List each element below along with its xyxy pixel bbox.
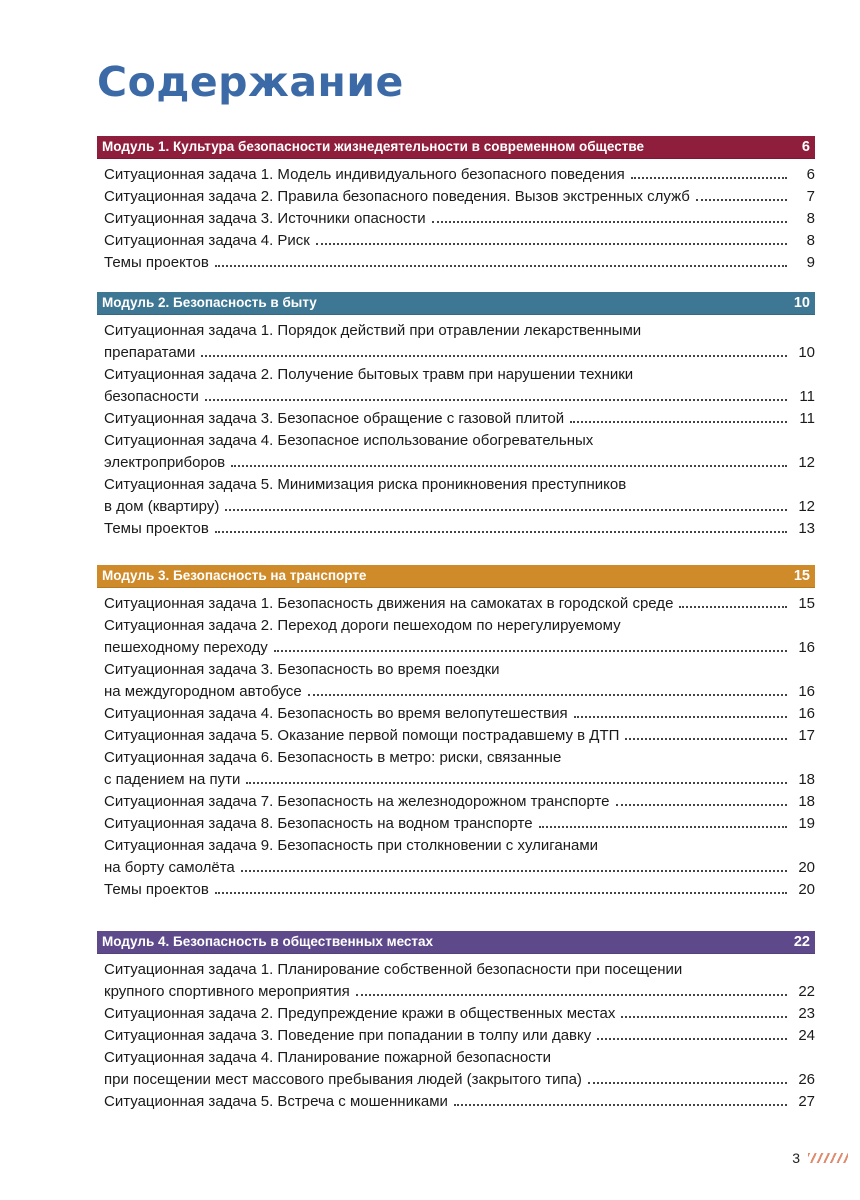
toc-entry-title-line: Ситуационная задача 2. Получение бытовых травм при нарушении техники xyxy=(104,366,634,383)
toc-entry-page: 8 xyxy=(806,210,815,227)
toc-entry-page: 6 xyxy=(806,166,815,183)
toc-entry-page: 11 xyxy=(799,388,815,405)
toc-entry-title: Ситуационная задача 3. Поведение при попадании в толпу или давку xyxy=(104,1027,592,1044)
toc-entry[interactable] xyxy=(97,320,815,364)
toc-entry[interactable] xyxy=(97,474,815,518)
toc-entry-title: безопасности xyxy=(104,388,199,405)
toc-entry-page: 18 xyxy=(798,771,815,788)
module-1-title: Модуль 1. Культура безопасности жизнедеятельности в современном обществе xyxy=(102,139,645,154)
dot-leader xyxy=(621,1016,787,1018)
toc-entry-title: Темы проектов xyxy=(104,254,209,271)
toc-entry-page: 27 xyxy=(798,1093,815,1110)
toc-entry-title: Ситуационная задача 2. Правила безопасного поведения. Вызов экстренных служб xyxy=(104,188,690,205)
toc-entry-title-line: Ситуационная задача 5. Минимизация риска проникновения преступников xyxy=(104,476,627,493)
toc-entry[interactable] xyxy=(97,186,815,208)
dot-leader xyxy=(316,243,787,245)
toc-entry-title: Ситуационная задача 1. Безопасность движения на самокатах в городской среде xyxy=(104,595,674,612)
toc-entry[interactable] xyxy=(97,659,815,703)
dot-leader xyxy=(679,606,787,608)
module-4-page: 22 xyxy=(793,934,810,950)
toc-entry-title: Ситуационная задача 4. Безопасность во время велопутешествия xyxy=(104,705,568,722)
dot-leader xyxy=(215,531,787,533)
toc-entry-title: на борту самолёта xyxy=(104,859,235,876)
toc-entry-title: Темы проектов xyxy=(104,881,209,898)
module-4-entries xyxy=(97,954,815,1113)
toc-entry[interactable] xyxy=(97,430,815,474)
page-footer xyxy=(792,1150,848,1166)
module-2-entries xyxy=(97,315,815,540)
toc-entry-page: 16 xyxy=(798,683,815,700)
dot-leader xyxy=(454,1104,787,1106)
toc-entry[interactable] xyxy=(97,1003,815,1025)
toc-entry-title-line: Ситуационная задача 2. Переход дороги пешеходом по нерегулируемому xyxy=(104,617,621,634)
toc-entry[interactable] xyxy=(97,408,815,430)
toc-entry-page: 20 xyxy=(798,881,815,898)
toc-entry[interactable] xyxy=(97,164,815,186)
toc-entry-page: 9 xyxy=(806,254,815,271)
module-2 xyxy=(97,292,815,540)
dot-leader xyxy=(225,509,787,511)
toc-entry-page: 26 xyxy=(798,1071,815,1088)
dot-leader xyxy=(241,870,787,872)
toc-entry-title-line: Ситуационная задача 4. Безопасное использование обогревательных xyxy=(104,432,594,449)
module-3-title: Модуль 3. Безопасность на транспорте xyxy=(102,568,367,583)
toc-entry-page: 10 xyxy=(798,344,815,361)
module-1-page: 6 xyxy=(801,139,810,155)
toc-entry[interactable] xyxy=(97,252,815,274)
toc-entry-title: Ситуационная задача 3. Безопасное обращение с газовой плитой xyxy=(104,410,565,427)
toc-entry-page: 20 xyxy=(798,859,815,876)
toc-entry-title-line: Ситуационная задача 4. Планирование пожарной безопасности xyxy=(104,1049,551,1066)
toc-entry-title: Ситуационная задача 8. Безопасность на водном транспорте xyxy=(104,815,533,832)
module-1-entries xyxy=(97,159,815,274)
dot-leader xyxy=(616,804,788,806)
module-2-page: 10 xyxy=(793,295,810,311)
dot-leader xyxy=(215,892,787,894)
toc-entry-page: 22 xyxy=(798,983,815,1000)
toc-entry-title: крупного спортивного мероприятия xyxy=(104,983,350,1000)
dot-leader xyxy=(356,994,787,996)
toc-entry[interactable] xyxy=(97,813,815,835)
dot-leader xyxy=(539,826,787,828)
toc-entry-title-line: Ситуационная задача 1. Планирование собственной безопасности при посещении xyxy=(104,961,683,978)
dot-leader xyxy=(574,716,787,718)
dot-leader xyxy=(696,199,787,201)
toc-entry[interactable] xyxy=(97,518,815,540)
dot-leader xyxy=(246,782,787,784)
toc-entry-page: 12 xyxy=(798,498,815,515)
toc-entry-title-line: Ситуационная задача 3. Безопасность во время поездки xyxy=(104,661,500,678)
dot-leader xyxy=(432,221,787,223)
dot-leader xyxy=(231,465,787,467)
toc-entry-title: в дом (квартиру) xyxy=(104,498,220,515)
toc-entry[interactable] xyxy=(97,879,815,901)
dot-leader xyxy=(588,1082,787,1084)
toc-entry[interactable] xyxy=(97,1091,815,1113)
module-3-entries xyxy=(97,588,815,901)
toc-entry-title: Темы проектов xyxy=(104,520,209,537)
toc-entry-title: Ситуационная задача 3. Источники опасности xyxy=(104,210,426,227)
dot-leader xyxy=(308,694,787,696)
toc-entry[interactable] xyxy=(97,835,815,879)
toc-entry-title: Ситуационная задача 2. Предупреждение кражи в общественных местах xyxy=(104,1005,616,1022)
toc-entry-page: 7 xyxy=(806,188,815,205)
toc-entry-title: электроприборов xyxy=(104,454,226,471)
toc-entry-title-line: Ситуационная задача 6. Безопасность в метро: риски, связанные xyxy=(104,749,562,766)
dot-leader xyxy=(201,355,787,357)
dot-leader xyxy=(597,1038,787,1040)
toc-entry-title: препаратами xyxy=(104,344,196,361)
toc-entry-page: 15 xyxy=(798,595,815,612)
toc-entry-page: 18 xyxy=(798,793,815,810)
dot-leader xyxy=(625,738,787,740)
dot-leader xyxy=(570,421,787,423)
toc-entry-page: 16 xyxy=(798,639,815,656)
toc-entry-page: 23 xyxy=(798,1005,815,1022)
module-3-page: 15 xyxy=(793,568,810,584)
toc-entry[interactable] xyxy=(97,1025,815,1047)
module-1-header[interactable] xyxy=(97,136,815,159)
dot-leader xyxy=(274,650,787,652)
toc-entry-title: Ситуационная задача 7. Безопасность на железнодорожном транспорте xyxy=(104,793,610,810)
toc-entry-title: Ситуационная задача 1. Модель индивидуального безопасного поведения xyxy=(104,166,625,183)
toc-entry[interactable] xyxy=(97,725,815,747)
module-2-header[interactable] xyxy=(97,292,815,315)
toc-entry-page: 24 xyxy=(798,1027,815,1044)
module-4-header[interactable] xyxy=(97,931,815,954)
toc-entry-page: 12 xyxy=(798,454,815,471)
toc-entry-title: Ситуационная задача 4. Риск xyxy=(104,232,310,249)
module-4 xyxy=(97,931,815,1113)
toc-entry[interactable] xyxy=(97,364,815,408)
toc-entry-title: с падением на пути xyxy=(104,771,241,788)
toc-entry-title-line: Ситуационная задача 1. Порядок действий при отравлении лекарственными xyxy=(104,322,642,339)
toc-entry-title: на междугородном автобусе xyxy=(104,683,302,700)
toc-entry-page: 13 xyxy=(798,520,815,537)
toc-entry[interactable] xyxy=(97,1047,815,1091)
toc-entry-page: 17 xyxy=(798,727,815,744)
toc-entry[interactable] xyxy=(97,230,815,252)
toc-entry[interactable] xyxy=(97,791,815,813)
decorative-stripes-icon xyxy=(808,1153,848,1163)
module-4-title: Модуль 4. Безопасность в общественных местах xyxy=(102,934,434,949)
module-2-title: Модуль 2. Безопасность в быту xyxy=(102,295,317,310)
toc-entry[interactable] xyxy=(97,593,815,615)
toc-entry-page: 8 xyxy=(806,232,815,249)
toc-entry-title: Ситуационная задача 5. Оказание первой помощи пострадавшему в ДТП xyxy=(104,727,620,744)
toc-entry-title-line: Ситуационная задача 9. Безопасность при столкновении с хулиганами xyxy=(104,837,599,854)
toc-entry-page: 19 xyxy=(798,815,815,832)
toc-entry[interactable] xyxy=(97,747,815,791)
dot-leader xyxy=(631,177,787,179)
module-1 xyxy=(97,136,815,274)
toc-entry[interactable] xyxy=(97,703,815,725)
toc-entry[interactable] xyxy=(97,208,815,230)
dot-leader xyxy=(205,399,787,401)
module-3-header[interactable] xyxy=(97,565,815,588)
toc-entry-title: Ситуационная задача 5. Встреча с мошенниками xyxy=(104,1093,448,1110)
toc-entry[interactable] xyxy=(97,615,815,659)
toc-entry-title: при посещении мест массового пребывания людей (закрытого типа) xyxy=(104,1071,582,1088)
page-title: Содержание xyxy=(97,58,404,106)
module-3 xyxy=(97,565,815,901)
toc-entry-page: 11 xyxy=(799,410,815,427)
toc-entry-page: 16 xyxy=(798,705,815,722)
dot-leader xyxy=(215,265,787,267)
toc-entry-title: пешеходному переходу xyxy=(104,639,268,656)
toc-entry[interactable] xyxy=(97,959,815,1003)
page-number: 3 xyxy=(792,1150,800,1166)
